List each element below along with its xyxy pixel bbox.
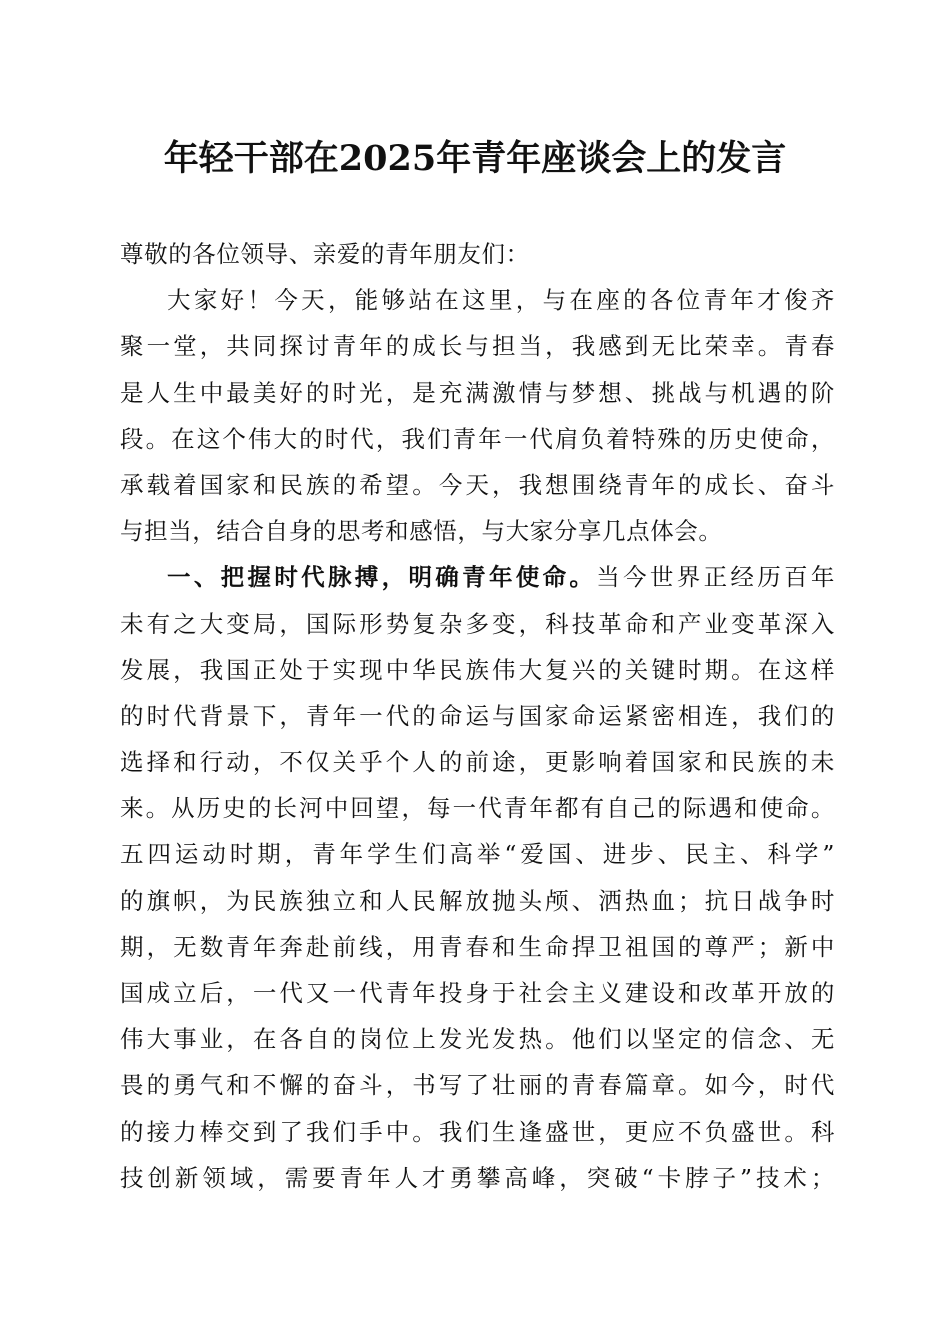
section-1-line: 伟大事业，在各自的岗位上发光发热。他们以坚定的信念、无 bbox=[120, 1025, 835, 1054]
paragraph-1-line: 承载着国家和民族的希望。今天，我想围绕青年的成长、奋斗 bbox=[120, 470, 835, 499]
section-1-line: 期，无数青年奔赴前线，用青春和生命捍卫祖国的尊严；新中 bbox=[120, 932, 835, 961]
section-1-line: 技创新领域，需要青年人才勇攀高峰，突破“卡脖子”技术； bbox=[120, 1163, 835, 1192]
section-1-line: 的旗帜，为民族独立和人民解放抛头颅、洒热血；抗日战争时 bbox=[120, 886, 835, 915]
paragraph-1-line: 大家好！今天，能够站在这里，与在座的各位青年才俊齐 bbox=[167, 286, 835, 315]
document-body bbox=[120, 231, 835, 1201]
section-1-heading: 一、把握时代脉搏，明确青年使命。 bbox=[167, 563, 597, 592]
salutation: 尊敬的各位领导、亲爱的青年朋友们： bbox=[120, 240, 530, 268]
section-1-line: 来。从历史的长河中回望，每一代青年都有自己的际遇和使命。 bbox=[120, 794, 835, 823]
paragraph-1-line: 聚一堂，共同探讨青年的成长与担当，我感到无比荣幸。青春 bbox=[120, 332, 835, 361]
section-1-line: 畏的勇气和不懈的奋斗，书写了壮丽的青春篇章。如今，时代 bbox=[120, 1071, 835, 1100]
paragraph-1-line: 与担当，结合自身的思考和感悟，与大家分享几点体会。 bbox=[120, 517, 723, 546]
section-1-line: 的接力棒交到了我们手中。我们生逢盛世，更应不负盛世。科 bbox=[120, 1117, 835, 1146]
section-1-line: 未有之大变局，国际形势复杂多变，科技革命和产业变革深入 bbox=[120, 609, 835, 638]
section-1-line: 的时代背景下，青年一代的命运与国家命运紧密相连，我们的 bbox=[120, 701, 835, 730]
section-1-line: 选择和行动，不仅关乎个人的前途，更影响着国家和民族的未 bbox=[120, 748, 835, 777]
section-1-line: 国成立后，一代又一代青年投身于社会主义建设和改革开放的 bbox=[120, 979, 835, 1007]
section-1-first-line-text: 当今世界正经历百年 bbox=[596, 563, 835, 592]
section-1-line: 五四运动时期，青年学生们高举“爱国、进步、民主、科学” bbox=[120, 840, 835, 869]
paragraph-1-line: 是人生中最美好的时光，是充满激情与梦想、挑战与机遇的阶 bbox=[120, 378, 835, 407]
section-1-first-line bbox=[120, 554, 835, 600]
paragraph-1-line: 段。在这个伟大的时代，我们青年一代肩负着特殊的历史使命， bbox=[120, 424, 835, 453]
section-1-line: 发展，我国正处于实现中华民族伟大复兴的关键时期。在这样 bbox=[120, 655, 835, 684]
document-title: 年轻干部在2025年青年座谈会上的发言 bbox=[163, 138, 787, 179]
